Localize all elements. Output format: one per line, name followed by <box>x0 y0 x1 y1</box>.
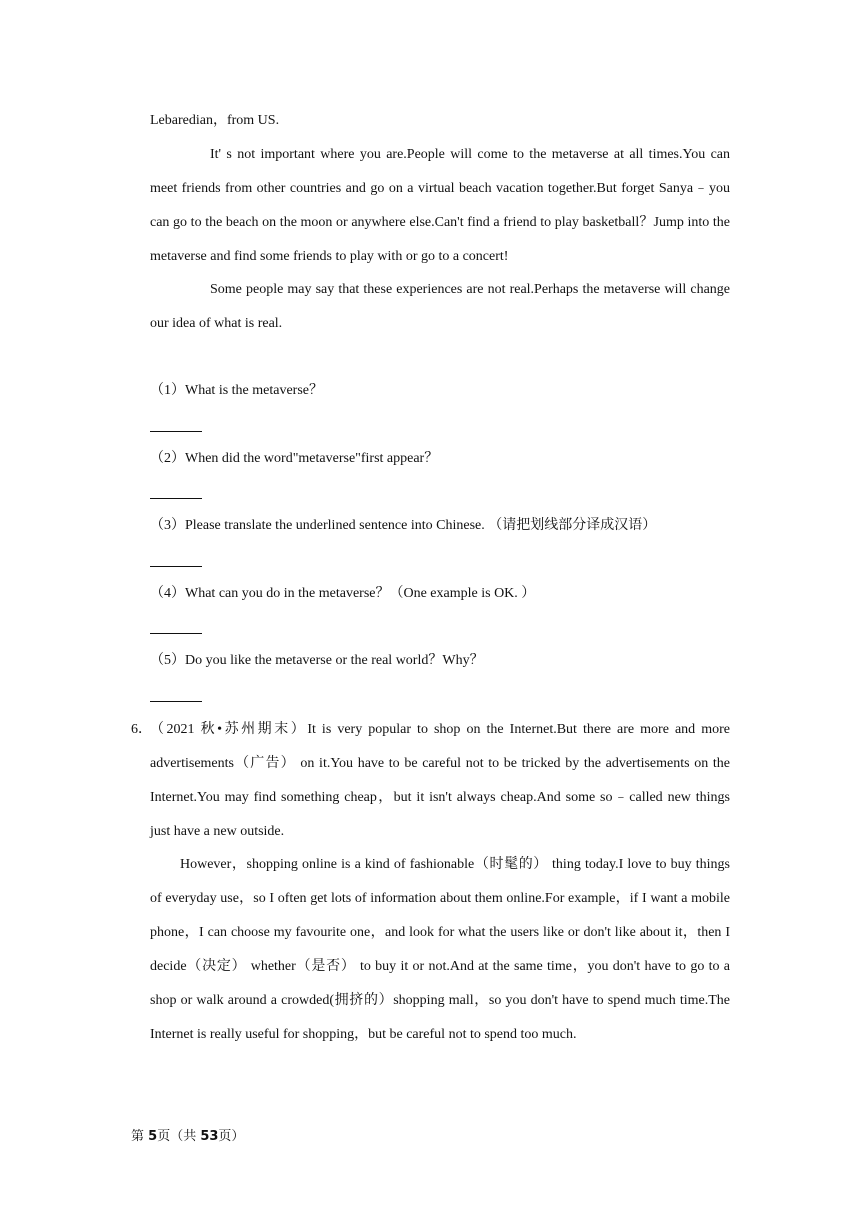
passage5-first-line: Lebaredian，from US. <box>150 113 280 128</box>
passage6-paragraph-1: （2021 秋•苏州期末）It is very popular to shop on the Internet.But there are more and more advertisements（广告） on it.You have to be careful not to be tricked by the advertisements on the Internet.You may find something cheap，but it isn't always cheap.And some so﹣called new things just have a new outside. <box>150 722 730 839</box>
question-2: （2）When did the word"metaverse"first appear？ <box>150 451 439 466</box>
question-4: （4）What can you do in the metaverse？（One example is OK. ） <box>150 586 536 601</box>
answer-blank-4[interactable] <box>150 633 202 634</box>
passage5-paragraph-1: It' s not important where you are.People will come to the metaverse at all times.You can meet friends from other countries and go on a virtual beach vacation together.But forget Sanya﹣you can go to the beach on the moon or anywhere else.Can't find a friend to play basketball？Jump into the metaverse and find some friends to play with or go to a concert! <box>150 147 730 264</box>
page-footer <box>131 1127 244 1147</box>
answer-blank-5[interactable] <box>150 701 202 702</box>
question-5: （5）Do you like the metaverse or the real world？Why？ <box>150 653 484 668</box>
footer-prefix: 第 <box>131 1129 149 1144</box>
answer-blank-2[interactable] <box>150 498 202 499</box>
passage6-paragraph-2: However，shopping online is a kind of fashionable（时髦的） thing today.I love to buy things of everyday use，so I often get lots of information about them online.For example，if I want a mobile phone，I can choose my favourite one，and look for what the users like or don't like about it，then I decide（决定） whether（是否） to buy it or not.And at the same time，you don't have to go to a shop or walk around a crowded(拥挤的）shopping mall，so you don't have to spend much time.The Internet is really useful for shopping，but be careful not to spend too much. <box>150 857 730 1042</box>
footer-total-pages: 53 <box>200 1129 219 1144</box>
question-1: （1）What is the metaverse？ <box>150 383 324 398</box>
question-number-6: 6． <box>131 722 152 737</box>
question-3: （3）Please translate the underlined sentence into Chinese. （请把划线部分译成汉语） <box>150 518 657 533</box>
footer-mid: 页（共 <box>157 1129 201 1144</box>
footer-page-number: 5 <box>148 1129 158 1144</box>
answer-blank-3[interactable] <box>150 566 202 567</box>
passage5-paragraph-2: Some people may say that these experiences are not real.Perhaps the metaverse will change our idea of what is real. <box>150 282 730 331</box>
answer-blank-1[interactable] <box>150 431 202 432</box>
footer-suffix: 页） <box>218 1129 245 1144</box>
